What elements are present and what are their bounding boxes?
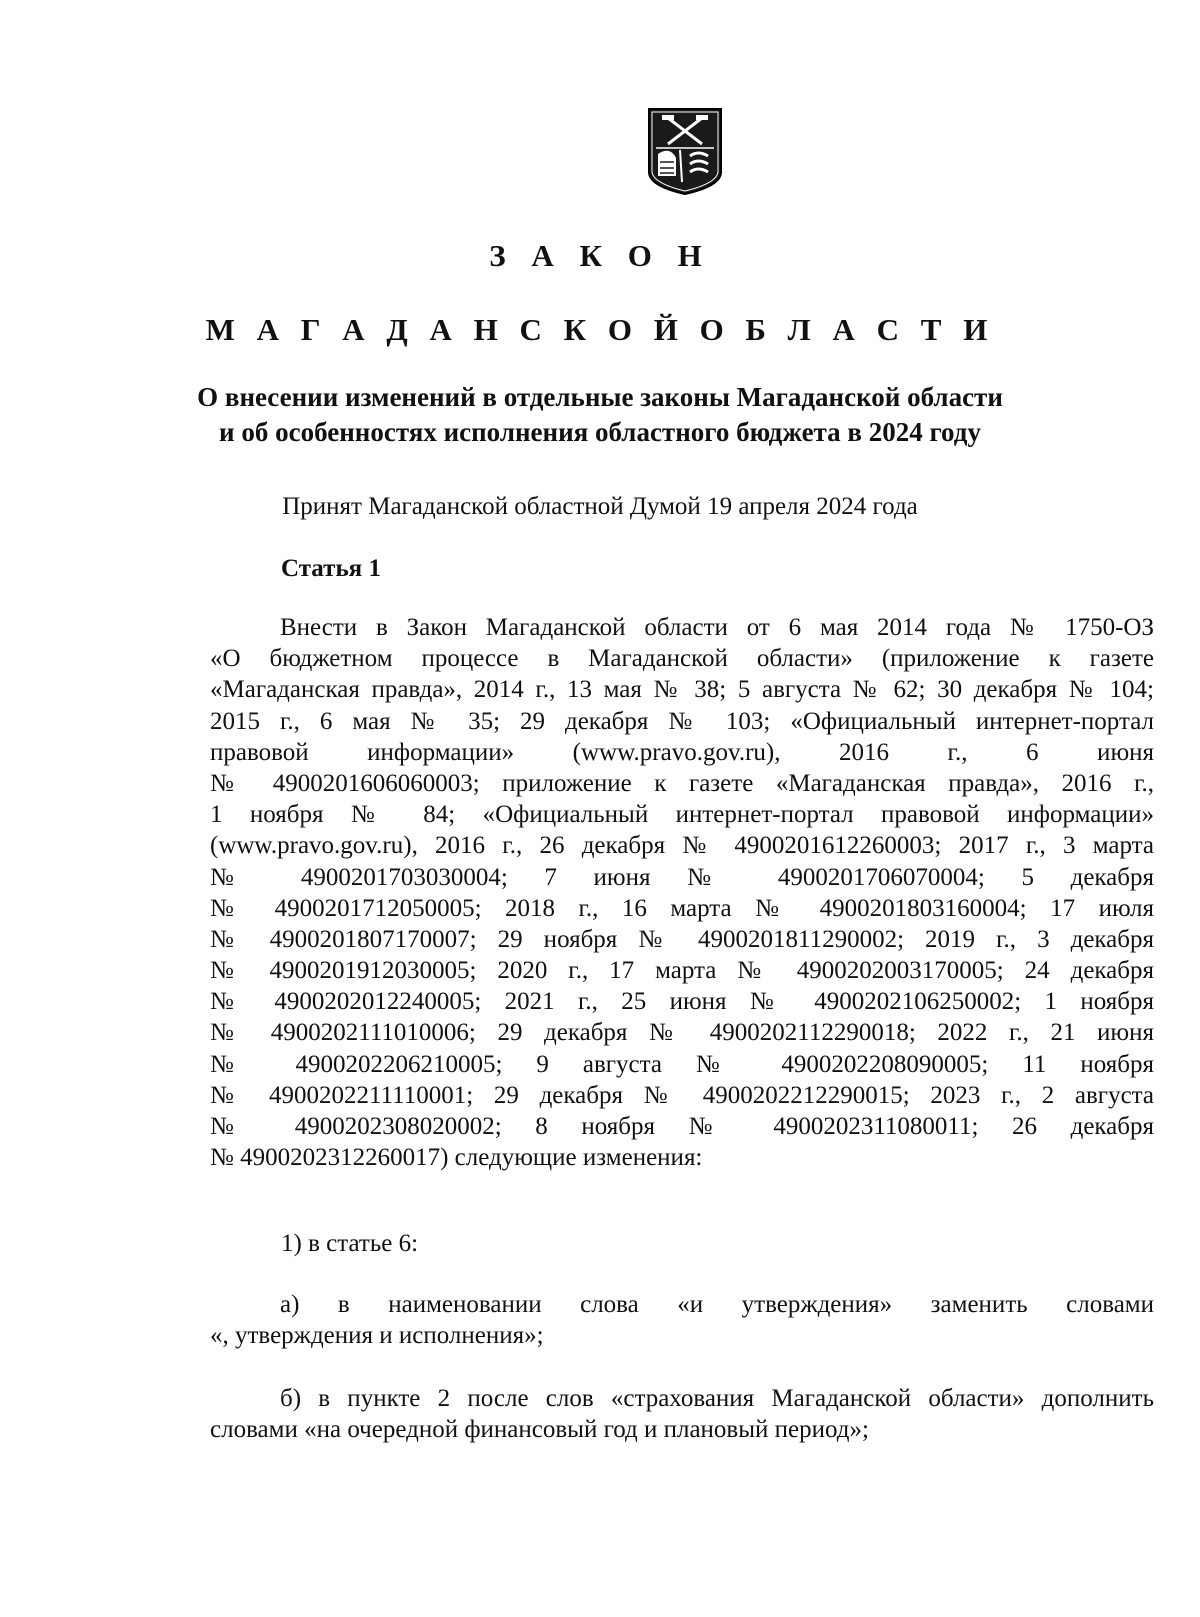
subitem-b-paragraph [210, 1383, 1154, 1445]
paragraph-line: № 4900201606060003; приложение к газете «Магаданская правда», 2016 г., [210, 769, 1154, 797]
paragraph-line: правовой информации» (www.pravo.gov.ru), 2016 г., 6 июня [210, 738, 1154, 766]
region-title: М А Г А Д А Н С К О Й О Б Л А С Т И [205, 312, 995, 347]
paragraph-line: № 4900202308020002; 8 ноября № 4900202311080011; 26 декабря [210, 1113, 1154, 1140]
paragraph-line: № 4900201703030004; 7 июня № 4900201706070004; 5 декабря [210, 863, 1154, 891]
subitem-a-paragraph [210, 1289, 1154, 1351]
coat-of-arms-icon [646, 106, 724, 196]
law-subject-line: и об особенностях исполнения областного бюджета в 2024 году [219, 417, 981, 447]
paragraph-line: № 4900202211110001; 29 декабря № 4900202212290015; 2023 г., 2 августа [210, 1081, 1154, 1109]
paragraph-line: № 4900201912030005; 2020 г., 17 марта № 4900202003170005; 24 декабря [210, 957, 1154, 985]
document-type-title: З А К О Н [489, 238, 711, 273]
paragraph-line: № 4900202111010006; 29 декабря № 4900202112290018; 2022 г., 21 июня [210, 1019, 1154, 1047]
paragraph-line: № 4900202312260017) следующие изменения: [210, 1144, 703, 1172]
paragraph-line: (www.pravo.gov.ru), 2016 г., 26 декабря № 4900201612260003; 2017 г., 3 марта [210, 832, 1154, 860]
paragraph-line: № 4900201712050005; 2018 г., 16 марта № 4900201803160004; 17 июля [210, 894, 1154, 922]
paragraph-line: 2015 г., 6 мая № 35; 29 декабря № 103; «Официальный интернет-портал [210, 707, 1154, 735]
article-heading: Статья 1 [281, 555, 381, 582]
paragraph-line: «Магаданская правда», 2014 г., 13 мая № 38; 5 августа № 62; 30 декабря № 104; [210, 676, 1154, 704]
paragraph-line: «О бюджетном процессе в Магаданской области» (приложение к газете [210, 645, 1154, 673]
law-subject-line: О внесении изменений в отдельные законы Магаданской области [197, 382, 1003, 412]
paragraph-line: а) в наименовании слова «и утверждения» заменить словами [280, 1291, 1154, 1318]
paragraph-line: «, утверждения и исполнения»; [210, 1322, 544, 1350]
item-1-heading: 1) в статье 6: [281, 1230, 419, 1257]
paragraph-line: № 4900202012240005; 2021 г., 25 июня № 4900202106250002; 1 ноября [210, 988, 1154, 1016]
law-subject-title [190, 380, 1010, 450]
paragraph-line: 1 ноября № 84; «Официальный интернет-портал правовой информации» [210, 801, 1154, 829]
paragraph-line: № 4900202206210005; 9 августа № 4900202208090005; 11 ноября [210, 1050, 1154, 1078]
article-main-paragraph [210, 612, 1154, 1173]
paragraph-line: б) в пункте 2 после слов «страхования Магаданской области» дополнить [280, 1385, 1154, 1412]
paragraph-line: Внести в Закон Магаданской области от 6 мая 2014 года № 1750-ОЗ [280, 614, 1154, 641]
paragraph-line: словами «на очередной финансовый год и плановый период»; [210, 1416, 869, 1444]
adoption-statement: Принят Магаданской областной Думой 19 апреля 2024 года [282, 493, 918, 520]
paragraph-line: № 4900201807170007; 29 ноября № 4900201811290002; 2019 г., 3 декабря [210, 925, 1154, 953]
